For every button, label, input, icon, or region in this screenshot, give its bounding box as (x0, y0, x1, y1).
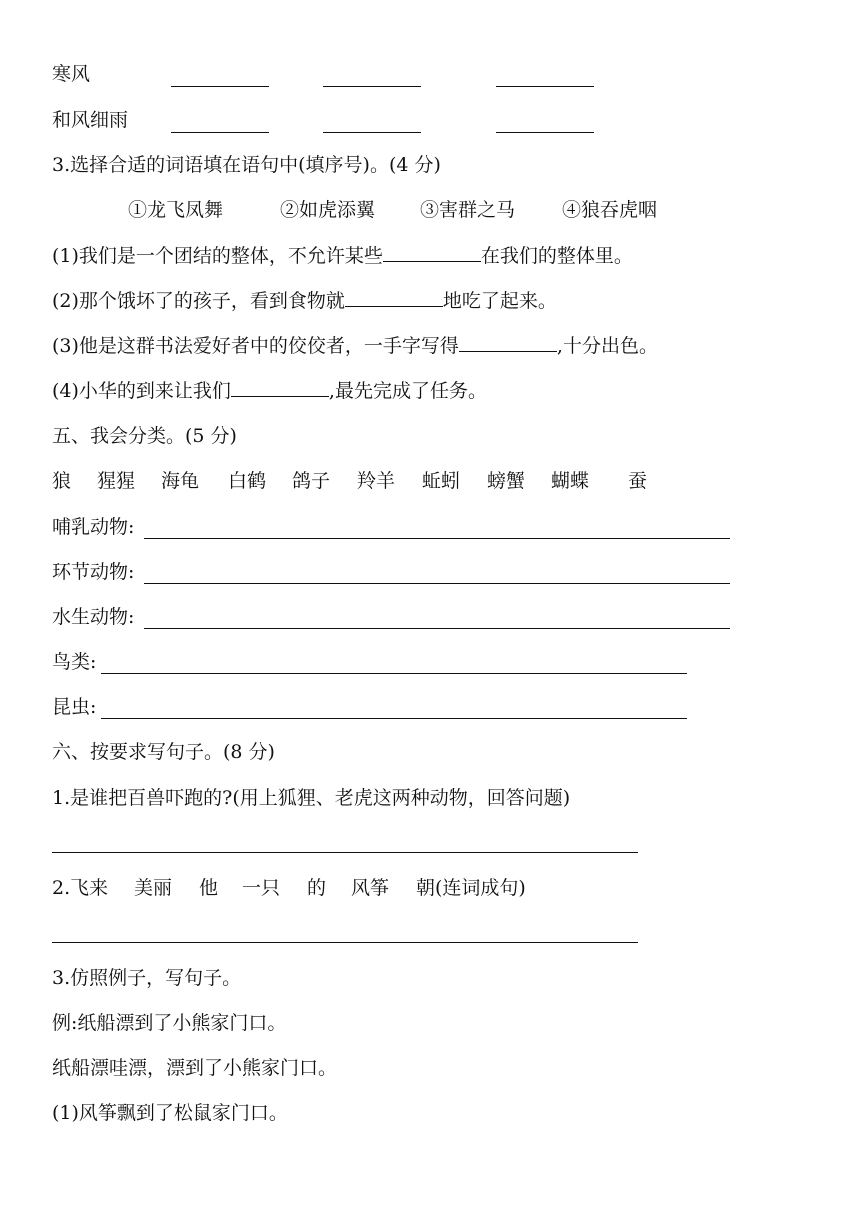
fill-sentence-2 (52, 288, 557, 313)
question-text: 1.是谁把百兽吓跑的?(用上狐狸、老虎这两种动物，回答问题) (52, 787, 571, 809)
animal-word: 狼 (52, 470, 72, 492)
scrambled-word: 风筝 (351, 877, 390, 899)
answer-blank[interactable] (383, 243, 481, 262)
answer-line[interactable] (52, 941, 638, 943)
answer-line[interactable] (144, 582, 730, 584)
answer-blank[interactable] (496, 131, 594, 133)
row-label-hanfeng: 寒风 (52, 63, 91, 85)
fill-sentence-4 (52, 378, 487, 403)
answer-line[interactable] (144, 537, 730, 539)
category-label-bird: 鸟类: (52, 651, 97, 673)
section-heading: 五、我会分类。(5 分) (52, 425, 237, 447)
answer-blank[interactable] (323, 85, 421, 87)
animal-word: 海龟 (161, 470, 200, 492)
answer-blank[interactable] (171, 131, 269, 133)
answer-line[interactable] (144, 627, 730, 629)
animal-word: 羚羊 (357, 470, 396, 492)
category-label-mammal: 哺乳动物: (52, 516, 135, 538)
category-label-annelid: 环节动物: (52, 561, 135, 583)
fill-sentence-3 (52, 333, 658, 358)
answer-line[interactable] (101, 717, 687, 719)
row-label-hefengxiyu: 和风细雨 (52, 109, 129, 131)
answer-blank[interactable] (459, 333, 557, 352)
scrambled-word: 飞来 (70, 877, 109, 899)
sentence-text: (1)我们是一个团结的整体，不允许某些 (52, 245, 383, 267)
option-item: ③害群之马 (420, 199, 516, 221)
animal-word: 螃蟹 (487, 470, 526, 492)
fill-sentence-1 (52, 243, 633, 268)
sentence-text: 地吃了起来。 (442, 290, 557, 312)
category-label-insect: 昆虫: (52, 696, 97, 718)
option-item: ①龙飞凤舞 (128, 199, 224, 221)
category-label-aquatic: 水生动物: (52, 606, 135, 628)
answer-line[interactable] (52, 851, 638, 853)
answer-blank[interactable] (345, 288, 443, 307)
answer-line[interactable] (101, 672, 687, 674)
answer-blank[interactable] (171, 85, 269, 87)
option-item: ②如虎添翼 (280, 199, 376, 221)
question-heading: 3.选择合适的词语填在语句中(填序号)。(4 分) (52, 154, 441, 176)
animal-word: 猩猩 (97, 470, 136, 492)
question-heading: 3.仿照例子，写句子。 (52, 967, 242, 989)
sentence-text: ,最先完成了任务。 (328, 380, 487, 402)
animal-word: 鸽子 (292, 470, 331, 492)
word-prefix: 2. (52, 877, 71, 899)
animal-word: 白鹤 (228, 470, 267, 492)
answer-blank[interactable] (496, 85, 594, 87)
example-sentence: 例:纸船漂到了小熊家门口。 (52, 1012, 287, 1034)
sentence-text: (3)他是这群书法爱好者中的佼佼者，一手字写得 (52, 335, 459, 357)
sentence-text: (4)小华的到来让我们 (52, 380, 231, 402)
animal-word: 蚕 (628, 470, 648, 492)
section-heading: 六、按要求写句子。(8 分) (52, 741, 275, 763)
scrambled-word: 他 (199, 877, 219, 899)
answer-blank[interactable] (323, 131, 421, 133)
sentence-text: (2)那个饿坏了的孩子，看到食物就 (52, 290, 345, 312)
scrambled-word: 美丽 (134, 877, 173, 899)
scrambled-word: 一只 (242, 877, 281, 899)
sentence-text: 在我们的整体里。 (480, 245, 633, 267)
option-item: ④狼吞虎咽 (562, 199, 658, 221)
animal-word: 蝴蝶 (551, 470, 590, 492)
scrambled-word: 的 (307, 877, 327, 899)
example-answer: 纸船漂哇漂，漂到了小熊家门口。 (52, 1057, 338, 1079)
scrambled-word: 朝(连词成句) (416, 877, 526, 899)
answer-blank[interactable] (231, 378, 329, 397)
animal-word: 蚯蚓 (422, 470, 461, 492)
sentence-text: ,十分出色。 (556, 335, 658, 357)
practice-item: (1)风筝飘到了松鼠家门口。 (52, 1102, 288, 1124)
